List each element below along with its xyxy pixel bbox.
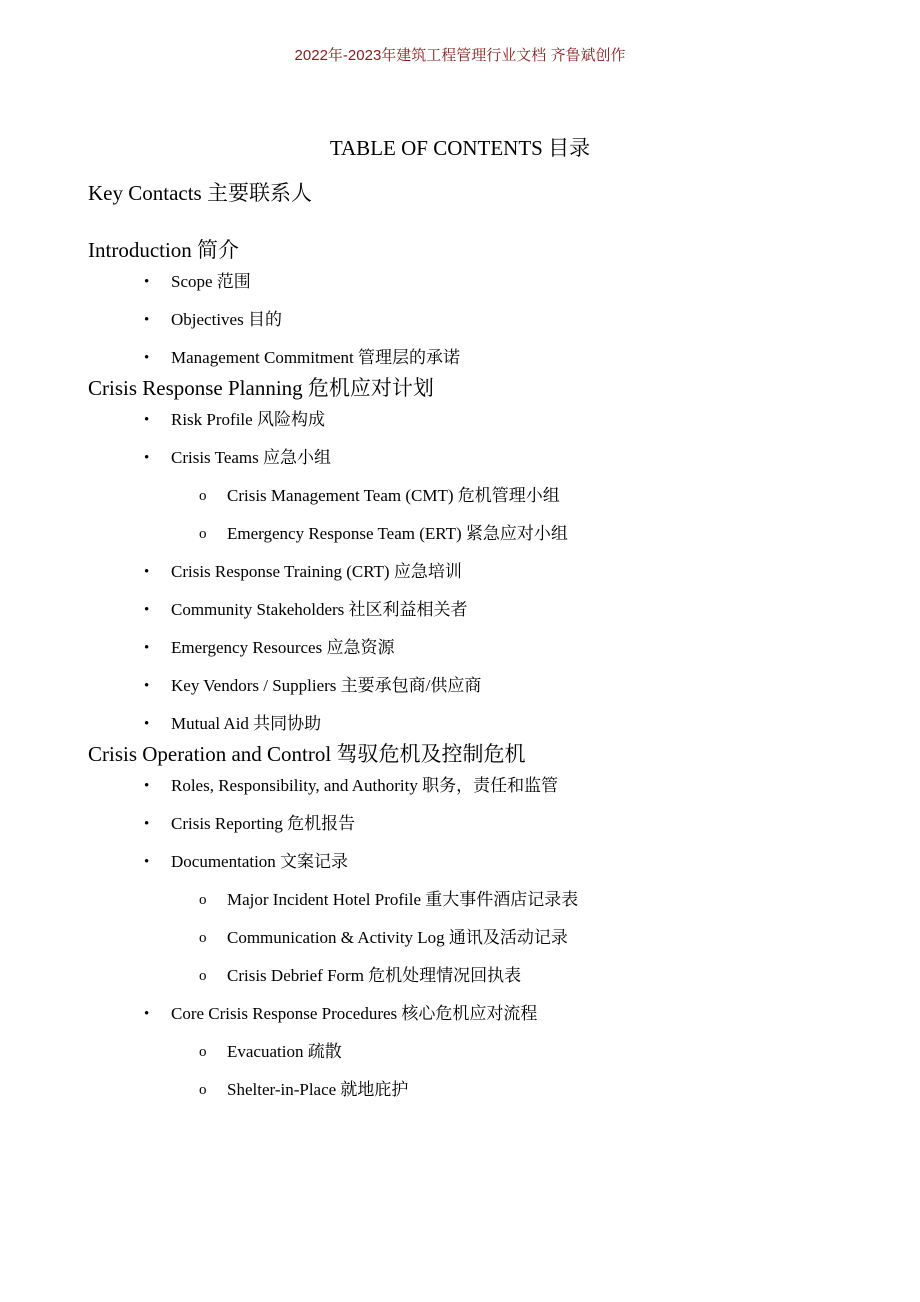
- list-item: [88, 309, 868, 331]
- section-heading-key-contacts: Key Contacts 主要联系人: [88, 181, 312, 205]
- toc-body: [88, 178, 868, 1101]
- list-item: [88, 851, 868, 873]
- sub-list-item-label: Evacuation 疏散: [227, 1042, 342, 1061]
- bullet-icon: •: [144, 274, 150, 290]
- list-item-label: Scope 范围: [171, 272, 251, 291]
- list-item: [88, 271, 868, 293]
- bullet-icon: •: [144, 716, 150, 732]
- list-item-label: Key Vendors / Suppliers 主要承包商/供应商: [171, 676, 482, 695]
- sub-list-item: [88, 523, 868, 545]
- bullet-icon: •: [144, 564, 150, 580]
- bullet-icon: •: [144, 350, 150, 366]
- page-header: 2022年-2023年建筑工程管理行业文档 齐鲁斌创作: [294, 47, 626, 64]
- bullet-icon: •: [144, 602, 150, 618]
- sub-list-item-label: Shelter-in-Place 就地庇护: [227, 1080, 409, 1099]
- toc-title: TABLE OF CONTENTS 目录: [329, 136, 591, 160]
- list-item-label: Management Commitment 管理层的承诺: [171, 348, 460, 367]
- list-item: [88, 813, 868, 835]
- list-item: [88, 637, 868, 659]
- sub-list-item: [88, 889, 868, 911]
- sub-list-item: [88, 1041, 868, 1063]
- sub-list-item: [88, 485, 868, 507]
- sub-list-item: [88, 965, 868, 987]
- sub-list-item: [88, 927, 868, 949]
- list-item-label: Crisis Teams 应急小组: [171, 448, 331, 467]
- section-heading-crisis-operation-and-control: Crisis Operation and Control 驾驭危机及控制危机: [88, 742, 526, 766]
- bullet-icon: •: [144, 778, 150, 794]
- section-heading-crisis-response-planning: Crisis Response Planning 危机应对计划: [88, 376, 434, 400]
- list-item-label: Risk Profile 风险构成: [171, 410, 325, 429]
- list-item-label: Objectives 目的: [171, 310, 282, 329]
- bullet-icon: •: [144, 640, 150, 656]
- circle-bullet-icon: o: [199, 488, 207, 504]
- list-item-label: Core Crisis Response Procedures 核心危机应对流程: [171, 1004, 538, 1023]
- list-item: [88, 409, 868, 431]
- sub-list-item-label: Emergency Response Team (ERT) 紧急应对小组: [227, 524, 568, 543]
- list-item: [88, 775, 868, 797]
- bullet-icon: •: [144, 816, 150, 832]
- list-item-label: Roles, Responsibility, and Authority 职务，责任和监管: [171, 776, 559, 795]
- list-item-label: Documentation 文案记录: [171, 852, 349, 871]
- bullet-icon: •: [144, 412, 150, 428]
- circle-bullet-icon: o: [199, 892, 207, 908]
- circle-bullet-icon: o: [199, 968, 207, 984]
- list-item-label: Crisis Response Training (CRT) 应急培训: [171, 562, 462, 581]
- circle-bullet-icon: o: [199, 1044, 207, 1060]
- list-item-label: Crisis Reporting 危机报告: [171, 814, 356, 833]
- list-item-label: Mutual Aid 共同协助: [171, 714, 322, 733]
- list-item-label: Emergency Resources 应急资源: [171, 638, 395, 657]
- bullet-icon: •: [144, 450, 150, 466]
- sub-list-item-label: Crisis Debrief Form 危机处理情况回执表: [227, 966, 522, 985]
- sub-list-item-label: Communication & Activity Log 通讯及活动记录: [227, 928, 568, 947]
- list-item-label: Community Stakeholders 社区利益相关者: [171, 600, 468, 619]
- bullet-icon: •: [144, 312, 150, 328]
- list-item: [88, 347, 868, 369]
- sub-list-item: [88, 1079, 868, 1101]
- list-item: [88, 447, 868, 469]
- circle-bullet-icon: o: [199, 1082, 207, 1098]
- list-item: [88, 713, 868, 735]
- list-item: [88, 675, 868, 697]
- sub-list-item-label: Crisis Management Team (CMT) 危机管理小组: [227, 486, 560, 505]
- section-heading-introduction: Introduction 简介: [88, 238, 240, 262]
- sub-list-item-label: Major Incident Hotel Profile 重大事件酒店记录表: [227, 890, 579, 909]
- introduction-list: [88, 271, 868, 369]
- crisis-response-planning-list: [88, 409, 868, 735]
- circle-bullet-icon: o: [199, 526, 207, 542]
- list-item: [88, 561, 868, 583]
- bullet-icon: •: [144, 1006, 150, 1022]
- bullet-icon: •: [144, 854, 150, 870]
- crisis-operation-list: [88, 775, 868, 1101]
- circle-bullet-icon: o: [199, 930, 207, 946]
- list-item: [88, 1003, 868, 1025]
- bullet-icon: •: [144, 678, 150, 694]
- list-item: [88, 599, 868, 621]
